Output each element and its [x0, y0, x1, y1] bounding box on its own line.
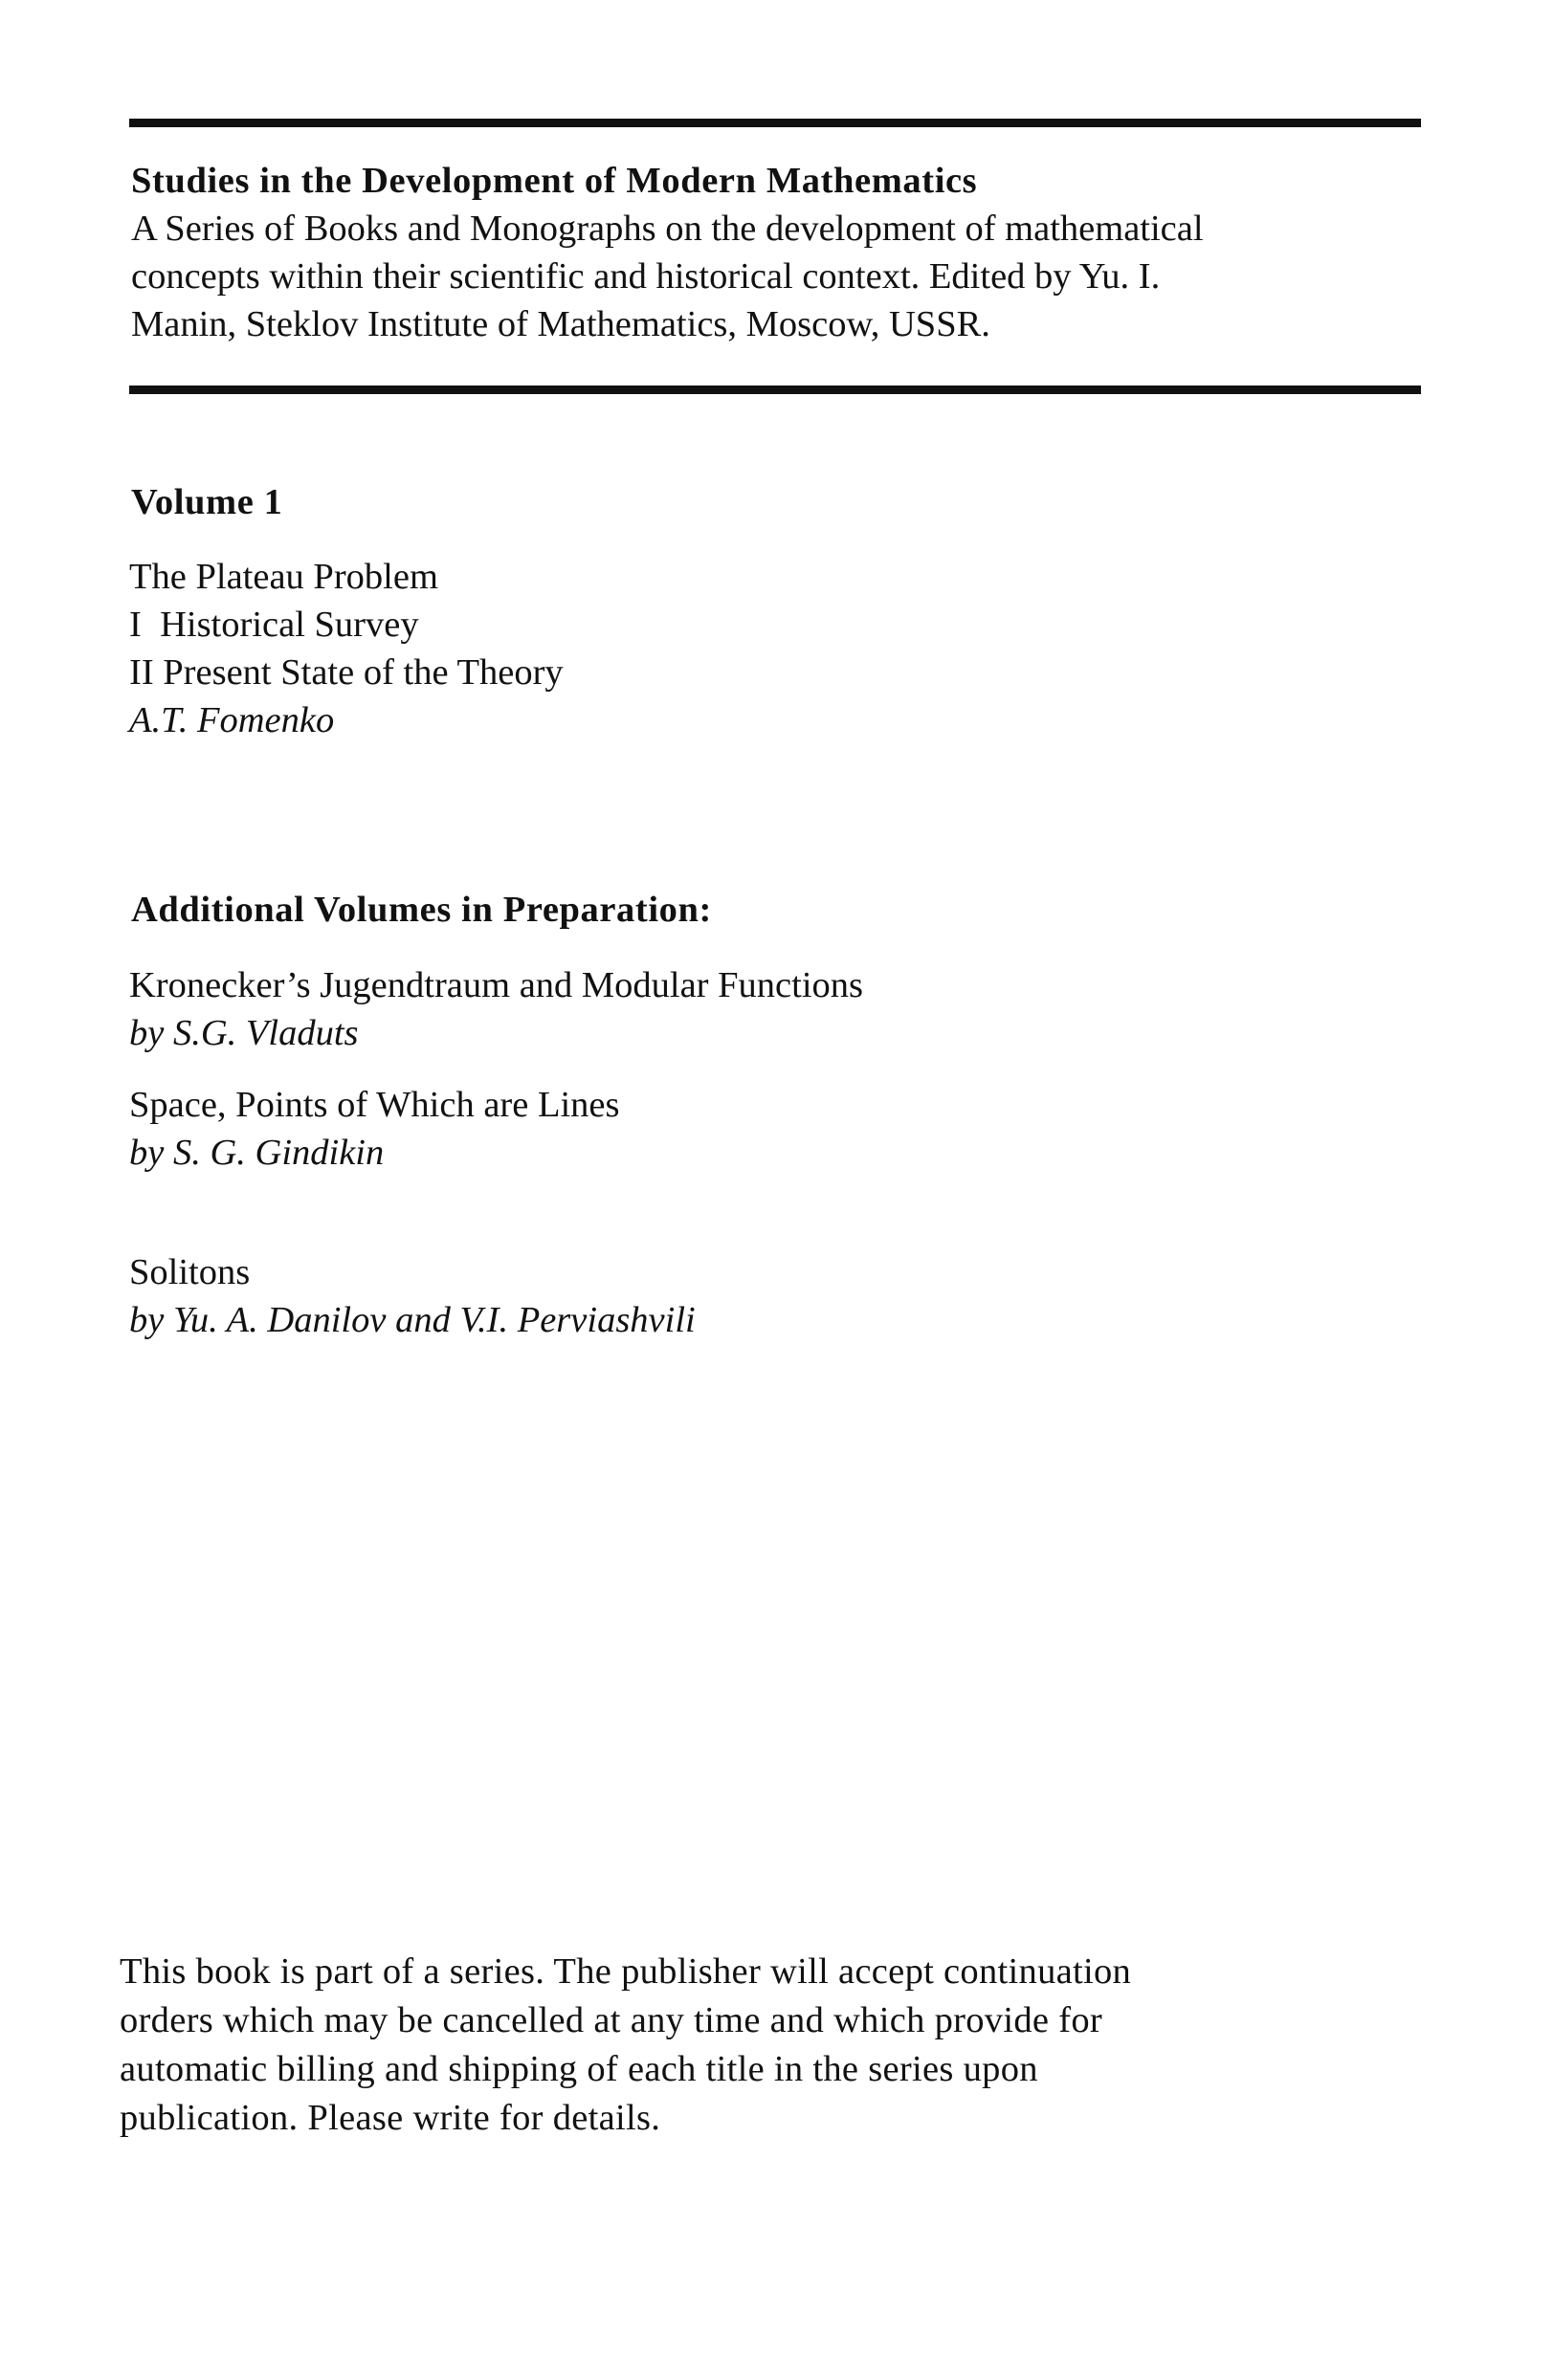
volume-title: The Plateau Problem	[129, 557, 438, 597]
series-description-line-2: concepts within their scientific and historical context. Edited by Yu. I.	[131, 256, 1161, 297]
notice-line-4: publication. Please write for details.	[120, 2098, 661, 2138]
top-rule	[129, 119, 1421, 127]
book-entry-3	[129, 1248, 696, 1344]
book-entry-2	[129, 1081, 620, 1177]
notice-line-2: orders which may be cancelled at any time and which provide for	[120, 2000, 1103, 2040]
book-title: Kronecker’s Jugendtraum and Modular Functions	[129, 965, 863, 1005]
book-entry-1	[129, 961, 863, 1057]
series-description-line-1: A Series of Books and Monographs on the development of mathematical	[131, 209, 1204, 249]
volume-1-entry	[129, 553, 564, 744]
book-author: by S.G. Vladuts	[129, 1013, 359, 1053]
bottom-rule	[129, 386, 1421, 394]
book-title: Solitons	[129, 1252, 251, 1292]
book-author: by S. G. Gindikin	[129, 1133, 385, 1173]
additional-volumes-heading: Additional Volumes in Preparation:	[131, 890, 712, 930]
volume-part-1: I Historical Survey	[129, 605, 419, 645]
book-author: by Yu. A. Danilov and V.I. Perviashvili	[129, 1300, 696, 1340]
notice-line-1: This book is part of a series. The publisher will accept continuation	[120, 1951, 1132, 1992]
volume-author: A.T. Fomenko	[129, 700, 335, 740]
volume-part-2: II Present State of the Theory	[129, 652, 564, 693]
notice-line-3: automatic billing and shipping of each title in the series upon	[120, 2049, 1038, 2089]
volume-heading: Volume 1	[131, 482, 283, 522]
series-notice	[120, 1948, 1364, 2143]
series-info	[131, 157, 1432, 348]
series-title: Studies in the Development of Modern Mathematics	[131, 161, 978, 201]
book-title: Space, Points of Which are Lines	[129, 1085, 620, 1125]
series-description-line-3: Manin, Steklov Institute of Mathematics, Moscow, USSR.	[131, 304, 990, 344]
